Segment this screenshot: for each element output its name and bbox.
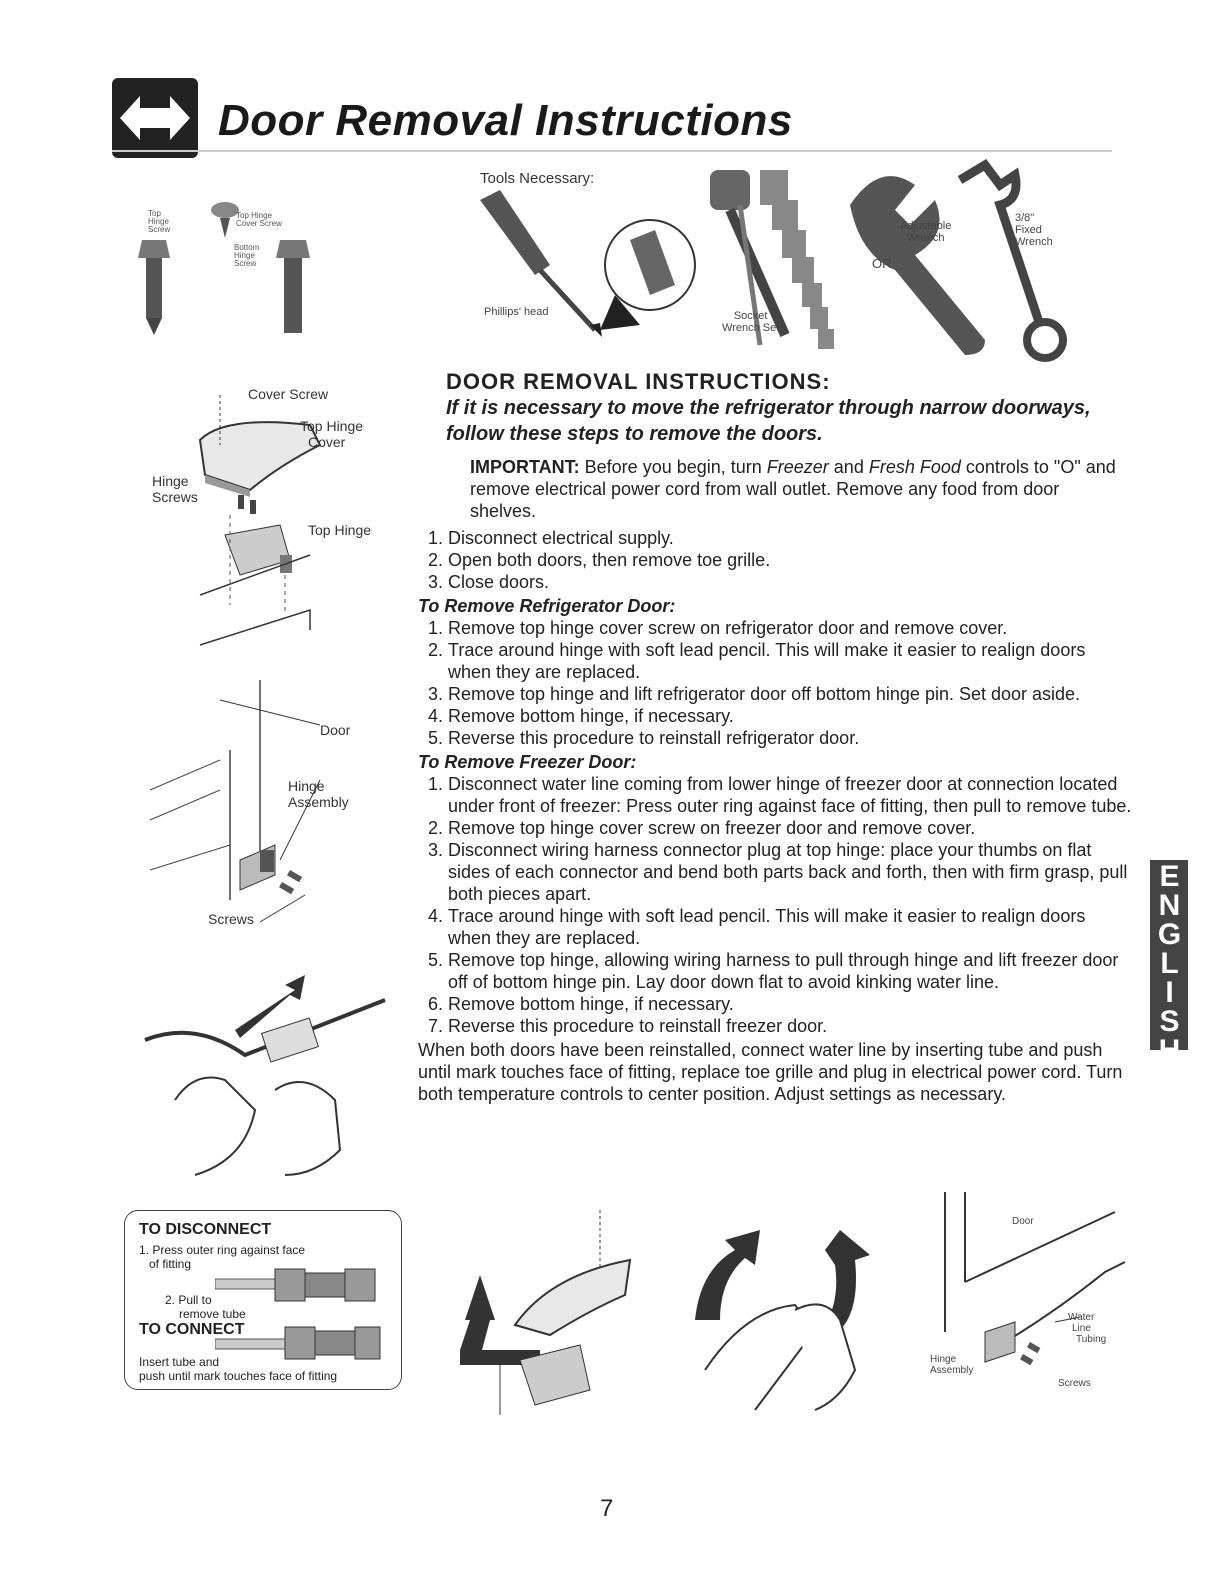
disconnect-step1: 1. Press outer ring against face of fitting: [139, 1243, 306, 1271]
to-connect-heading: TO CONNECT: [139, 1321, 245, 1338]
hinge-assembly-label-bottom: Hinge Assembly: [930, 1354, 974, 1376]
screws-label: Screws: [208, 911, 254, 927]
intro-text: If it is necessary to move the refrigerator through narrow doorways, follow these steps to remove the doors.: [446, 397, 1091, 445]
connect-instructions: Insert tube and push until mark touches face of fitting: [139, 1355, 338, 1383]
page-number: 7: [600, 1495, 614, 1522]
hinge-screws-label: Hinge Screws: [152, 473, 198, 505]
hinge-assembly-label: Hinge Assembly: [288, 778, 349, 810]
list-item: 2. Trace around hinge with soft lead pencil. This will make it easier to realign doors when they are replaced.: [448, 639, 1133, 683]
fixed-wrench-label: 3/8" Fixed Wrench: [1015, 212, 1053, 248]
screws-label-bottom: Screws: [1058, 1378, 1091, 1389]
top-hinge-label: Top Hinge: [308, 522, 372, 538]
refrigerator-door-heading: To Remove Refrigerator Door:: [418, 596, 676, 616]
double-arrow-icon: [112, 78, 198, 158]
disconnect-instructions-box: [124, 1210, 402, 1390]
freezer-steps-list: [418, 773, 1133, 1037]
to-disconnect-heading: TO DISCONNECT: [139, 1221, 272, 1238]
list-item: 5. Remove top hinge, allowing wiring harness to pull through hinge and lift freezer door off of bottom hinge pin. Lay door down flat to avoid kinking water line.: [448, 949, 1133, 993]
door-label: Door: [320, 722, 351, 738]
adjustable-wrench-label: Adjustable Wrench: [900, 220, 952, 244]
tools-label: Tools Necessary:: [480, 170, 595, 187]
tools-illustration: [440, 145, 1080, 370]
important-label: IMPORTANT:: [470, 457, 580, 477]
disconnect-step2: 2. Pull to remove tube: [165, 1293, 246, 1321]
cover-screw-small-label: Top Hinge Cover Screw: [236, 211, 282, 228]
list-item: 1. Disconnect electrical supply.: [448, 527, 1133, 549]
freezer-door-heading: To Remove Freezer Door:: [418, 752, 637, 772]
important-note: IMPORTANT: Before you begin, turn Freezer and Fresh Food controls to "O" and remove electrical power cord from wall outlet. Remove any food from door shelves.: [470, 457, 1116, 521]
list-item: 3. Disconnect wiring harness connector plug at top hinge: place your thumbs on flat sides of each connector and bend both parts back and forth, then with firm grasp, pull both pieces apart.: [448, 839, 1133, 905]
list-item: 4. Trace around hinge with soft lead pencil. This will make it easier to realign doors when they are replaced.: [448, 905, 1133, 949]
list-item: 7. Reverse this procedure to reinstall freezer door.: [448, 1015, 1133, 1037]
list-item: 6. Remove bottom hinge, if necessary.: [448, 993, 1133, 1015]
cover-screw-label: Cover Screw: [248, 386, 329, 402]
closing-paragraph: When both doors have been reinstalled, connect water line by inserting tube and push until mark touches face of fitting, replace toe grille and plug in electrical power cord. Turn both temperature controls to center position. Adjust settings as necessary.: [418, 1040, 1123, 1104]
list-item: 2. Remove top hinge cover screw on freezer door and remove cover.: [448, 817, 1133, 839]
top-hinge-screw-label: Top Hinge Screw: [148, 209, 171, 234]
hinge-cover-removal-illustration: [440, 1200, 660, 1415]
list-item: 1. Remove top hinge cover screw on refrigerator door and remove cover.: [448, 617, 1133, 639]
top-hinge-illustration: [130, 385, 410, 650]
top-hinge-cover-label: Top Hinge Cover: [300, 418, 364, 450]
list-item: 4. Remove bottom hinge, if necessary.: [448, 705, 1133, 727]
screws-illustration: [130, 180, 330, 355]
page-title: Door Removal Instructions: [218, 96, 793, 145]
general-steps-list: [418, 527, 1133, 593]
section-heading: DOOR REMOVAL INSTRUCTIONS:: [446, 369, 831, 394]
harness-disconnect-illustration: [665, 1200, 895, 1415]
or-label: OR: [872, 256, 892, 271]
water-line-illustration: [135, 960, 415, 1185]
adjustable-wrench-icon: [850, 176, 985, 355]
bottom-hinge-screw-label: Bottom Hinge Screw: [234, 243, 260, 268]
list-item: 1. Disconnect water line coming from lower hinge of freezer door at connection located under front of freezer: Press outer ring against face of fitting, then pull to remove tube.: [448, 773, 1133, 817]
language-tab: ENGLISH: [1150, 860, 1188, 1050]
refrigerator-steps-list: [418, 617, 1133, 749]
water-line-tubing-label: Water Line Tubing: [1068, 1312, 1107, 1345]
list-item: 3. Close doors.: [448, 571, 1133, 593]
door-label-bottom: Door: [1012, 1216, 1034, 1227]
instruction-steps: [418, 527, 1133, 1105]
fitting-illustration: [215, 1261, 385, 1371]
list-item: 3. Remove top hinge and lift refrigerator door off bottom hinge pin. Set door aside.: [448, 683, 1133, 705]
phillips-label: Phillips' head: [484, 306, 549, 318]
list-item: 5. Reverse this procedure to reinstall refrigerator door.: [448, 727, 1133, 749]
socket-label: Socket Wrench Set: [722, 310, 780, 334]
list-item: 2. Open both doors, then remove toe grille.: [448, 549, 1133, 571]
bottom-hinge-illustration: [130, 670, 410, 940]
